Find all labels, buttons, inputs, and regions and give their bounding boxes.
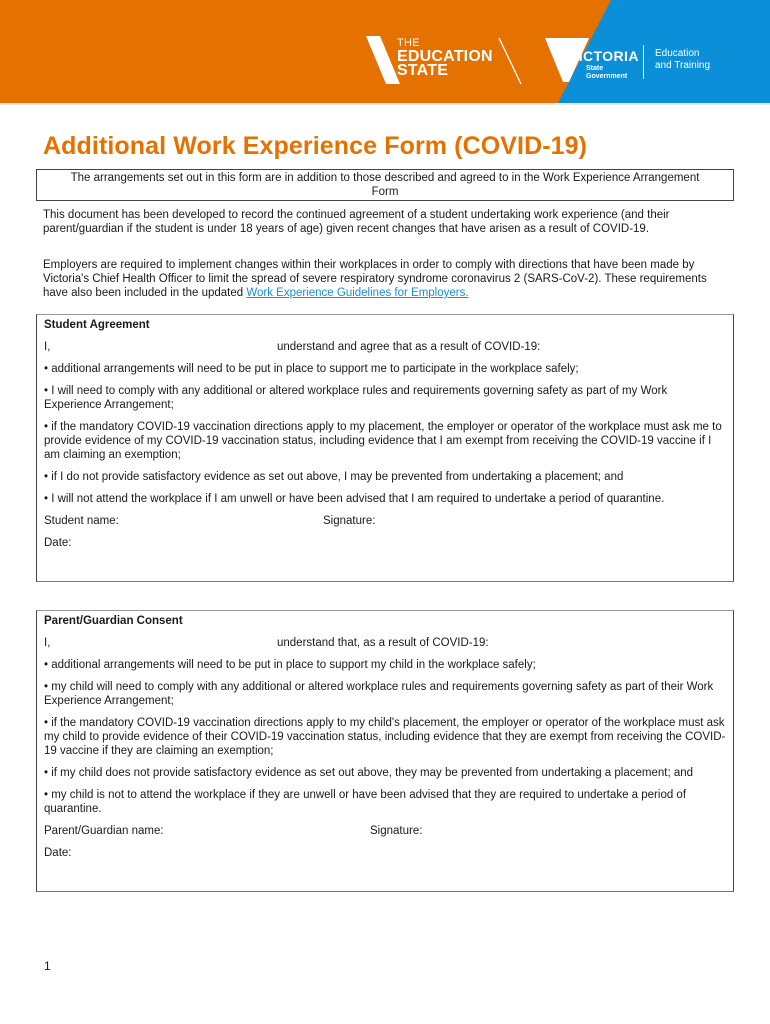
- education-state-line1: THE: [397, 37, 420, 49]
- education-state-slash-icon: [497, 38, 523, 86]
- header-banner: [0, 0, 770, 103]
- student-intro-i: I,: [44, 341, 51, 353]
- page-number: 1: [44, 959, 51, 973]
- victoria-sub-government: Government: [586, 73, 628, 80]
- student-intro-statement: understand and agree that as a result of COVID-19:: [277, 341, 541, 353]
- parent-name-field[interactable]: Parent/Guardian name:: [44, 825, 164, 837]
- notice-box: The arrangements set out in this form are in addition to those described and agreed to in the Work Experience Arrangement Form: [36, 169, 734, 201]
- parent-date-field[interactable]: Date:: [44, 847, 72, 859]
- student-date-field[interactable]: Date:: [44, 537, 72, 549]
- student-item-5: • I will not attend the workplace if I am unwell or have been advised that I am required to undertake a period of quarantine.: [44, 493, 665, 505]
- banner-divider: [0, 103, 770, 105]
- student-item-1: • additional arrangements will need to be put in place to support me to participate in the workplace safely;: [44, 363, 579, 375]
- student-name-field[interactable]: Student name:: [44, 515, 119, 527]
- logo-divider: [643, 45, 644, 79]
- student-item-4: • if I do not provide satisfactory evidence as set out above, I may be prevented from undertaking a placement; and: [44, 471, 624, 483]
- parent-signature-field[interactable]: Signature:: [370, 825, 423, 837]
- parent-item-3: • if the mandatory COVID-19 vaccination directions apply to my child's placement, the employer or operator of the workplace must ask my child to provide evidence of their COVID-19 vaccination status, including evidence that they are exempt from receiving the COVID-19 vaccine if they are claiming an exemption;: [44, 717, 726, 757]
- student-intro-row: [44, 340, 726, 354]
- employers-paragraph: [43, 258, 733, 300]
- education-state-line3: STATE: [397, 62, 449, 79]
- education-state-line2: EDUCATION: [397, 48, 493, 65]
- victoria-government-logo: [545, 38, 645, 83]
- employers-paragraph-text: Employers are required to implement changes within their workplaces in order to comply with directions that have been made by Victoria's Chief Health Officer to limit the spread of severe respiratory syndrome coronavirus 2 (SARS-CoV-2). These requirements have also been included in the updated: [43, 259, 707, 299]
- parent-intro-row: [44, 636, 726, 650]
- victoria-sub-state: State: [586, 65, 604, 72]
- parent-consent-section: [36, 610, 734, 892]
- student-agreement-section: [36, 314, 734, 582]
- student-signature-field[interactable]: Signature:: [323, 515, 376, 527]
- student-item-3: • if the mandatory COVID-19 vaccination directions apply to my placement, the employer or operator of the workplace must ask me to provide evidence of my COVID-19 vaccination status, including evidence that I am exempt from receiving the COVID-19 vaccine if I am claiming an exemption;: [44, 421, 722, 461]
- parent-item-4: • if my child does not provide satisfactory evidence as set out above, they may be prevented from undertaking a placement; and: [44, 767, 694, 779]
- department-name: [655, 48, 710, 72]
- student-agreement-heading: Student Agreement: [44, 319, 150, 331]
- parent-intro-i: I,: [44, 637, 51, 649]
- student-signature-row: [44, 514, 726, 528]
- parent-signature-row: [44, 824, 726, 838]
- parent-consent-heading: Parent/Guardian Consent: [44, 615, 183, 627]
- page-title: Additional Work Experience Form (COVID-19): [43, 132, 588, 160]
- parent-item-1: • additional arrangements will need to be put in place to support my child in the workplace safely;: [44, 659, 536, 671]
- department-line2: and Training: [655, 60, 711, 71]
- student-item-2: • I will need to comply with any additional or altered workplace rules and requirements governing safety as part of my Work Experience Arrangement;: [44, 385, 668, 411]
- intro-paragraph: This document has been developed to record the continued agreement of a student undertaking work experience (and their parent/guardian if the student is under 18 years of age) given recent changes that have arisen as a result of COVID-19.: [43, 209, 670, 235]
- guidelines-link[interactable]: Work Experience Guidelines for Employers.: [246, 287, 469, 299]
- department-line1: Education: [655, 48, 700, 59]
- victoria-wordmark: VICTORIA: [569, 48, 639, 64]
- parent-item-5: • my child is not to attend the workplace if they are unwell or have been advised that they are required to undertake a period of quarantine.: [44, 789, 687, 815]
- parent-item-2: • my child will need to comply with any additional or altered workplace rules and requirements governing safety as part of their Work Experience Arrangement;: [44, 681, 714, 707]
- parent-intro-statement: understand that, as a result of COVID-19:: [277, 637, 489, 649]
